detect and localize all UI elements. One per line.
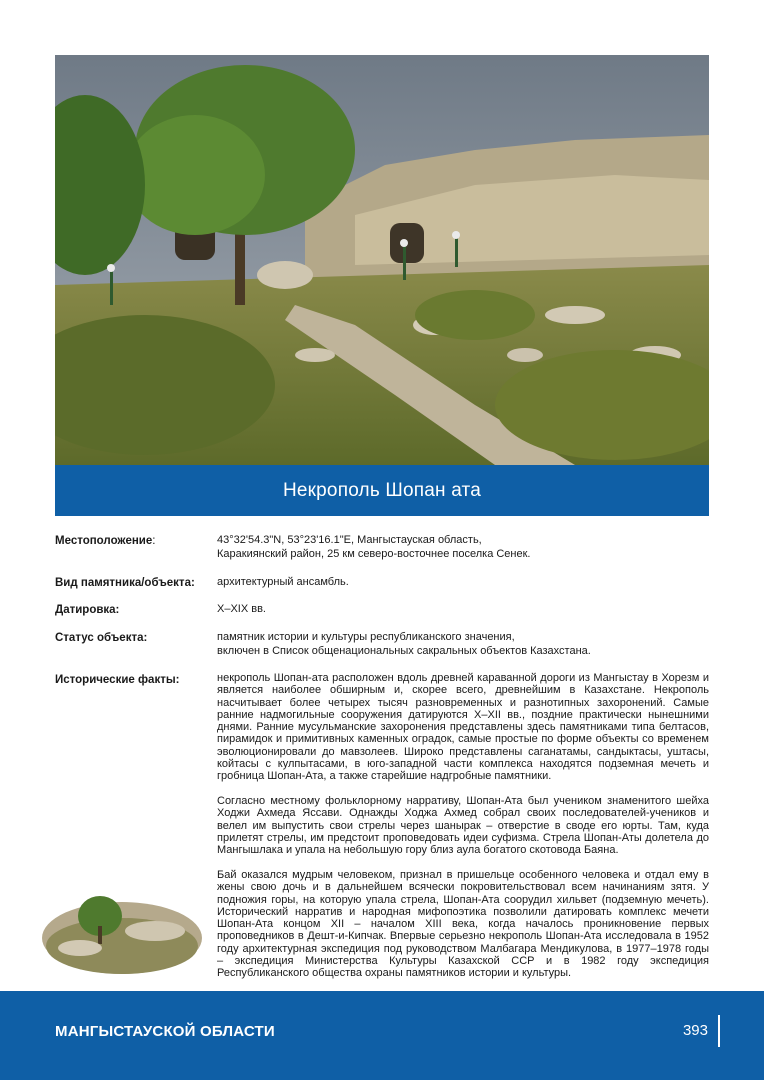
history-paragraph-2: Согласно местному фольклорному нарративу, Шопан-Ата был учеником знаменитого шейха Ходжи Ахмеда Яссави. Однажды Ходжа Ахмед собрал своих последователей-учеников и велел им выпустить свои стрелы через шанырак – отверстие в своде его юрты. Там, куда прилетят стрелы, им предстоит проповедовать идеи суфизма. Стрела Шопан-Аты долетела до Мангышлака и упала на небольшую гору близ аула богатого скотовода Баяна. (217, 795, 709, 857)
value-line: 43°32'54.3"N, 53°23'16.1"E, Мангыстауская область, (217, 534, 482, 546)
page-number: 393 (682, 1022, 708, 1039)
value-line: включен в Список общенациональных сакральных объектов Казахстана. (217, 644, 591, 657)
field-label: Датировка: (55, 604, 120, 616)
footer-region-title: МАНГЫСТАУСКОЙ ОБЛАСТИ (55, 1023, 275, 1040)
field-label: Вид памятника/объекта: (55, 577, 195, 589)
history-paragraph-1: некрополь Шопан-ата расположен вдоль древней караванной дороги из Мангыстау в Хорезм и является наиболее обширным и, скорее всего, древнейшим в Казахстане. Некрополь насчитывает более четырех тысяч разновременных и разнотипных захоронений. Самые ранние надмогильные сооружения датируются X–XII вв., поздние практически нынешними днями. Ранние мусульманские захоронения представлены здесь памятниками типа белтасов, пирамидок и примитивных каменных оградок, самые простые по форме объекты со временем эволюционировали до мавзолеев. Широко представлены саганатамы, сандыктасы, уштасы, койтасы с кулпытасами, в юго-западной части комплекса находятся подземная мечеть и гробница Шопан-Ата, а также старейшие надгробные памятники. (217, 672, 709, 783)
hero-photo (55, 55, 709, 465)
field-value (217, 534, 709, 561)
thumbnail-photo (40, 876, 205, 978)
field-value (217, 631, 709, 658)
label-suffix: : (152, 535, 156, 547)
field-label: Статус объекта: (55, 632, 148, 644)
title-banner (55, 465, 709, 516)
value-line: памятник истории и культуры республиканского значения, (217, 631, 515, 643)
site-thumbnail-image (40, 876, 205, 978)
page-number-divider (718, 1015, 720, 1047)
value-line: архитектурный ансамбль. (217, 576, 349, 588)
necropolis-landscape-image (55, 55, 709, 465)
label-text: Местоположение (55, 535, 153, 547)
value-line: Каракиянский район, 25 км северо-восточнее поселка Сенек. (217, 547, 531, 560)
field-label: Исторические факты: (55, 674, 180, 686)
field-label (55, 534, 215, 548)
value-line: X–XIX вв. (217, 603, 266, 615)
footer-bar (0, 991, 764, 1080)
history-paragraph-3: Бай оказался мудрым человеком, признал в пришельце особенного человека и отдал ему в жены свою дочь и в дальнейшем всячески покровительствовал всем начинаниям зятя. У подножия горы, на которую упала стрела, Шопан-Ата соорудил хильвет (подземную мечеть). Исторический нарратив и народная мифопоэтика позволили датировать комплекс мечети Шопан-Ата концом XII – началом XIII века, когда началось проникновение первых проповедников в Дешт-и-Кипчак. Впервые серьезно некрополь Шопан-Ата исследовала в 1952 году архитектурная экспедиция под руководством Малбагара Мендикулова, в 1977–1978 годы – экспедиция Министерства Культуры Казахской ССР и в 1982 году экспедиция Республиканского общества охраны памятников истории и культуры. (217, 869, 709, 980)
page-title: Некрополь Шопан ата (282, 479, 482, 501)
field-value (217, 576, 709, 590)
field-value (217, 603, 709, 617)
